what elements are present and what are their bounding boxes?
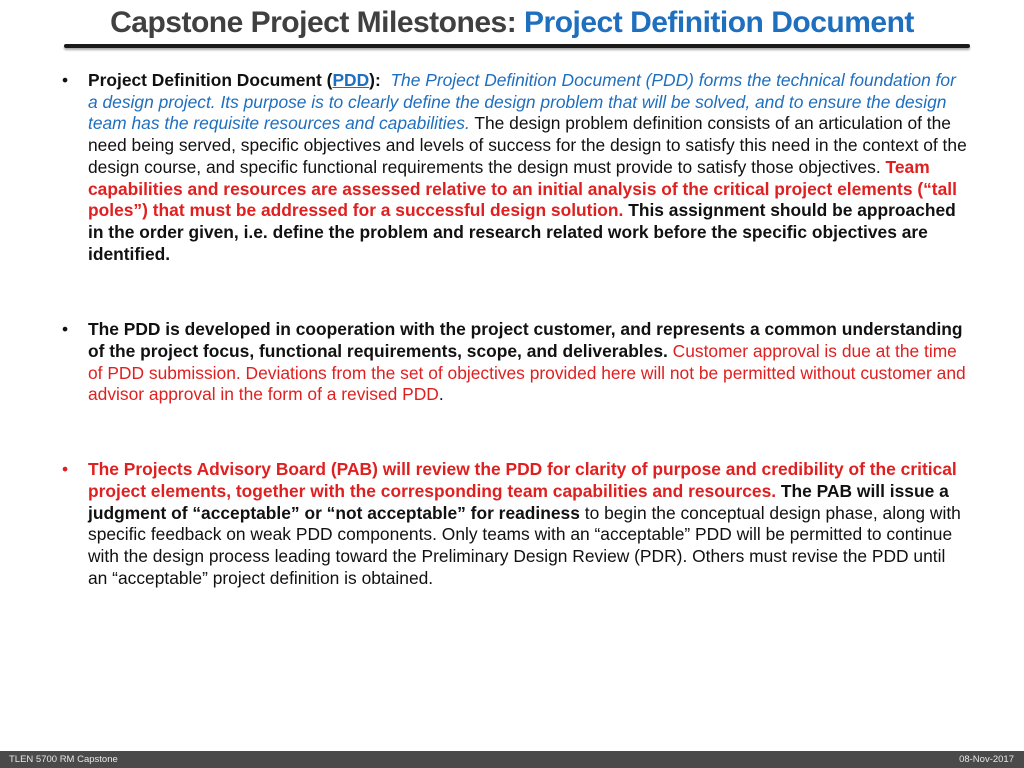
bullet-icon: • bbox=[61, 319, 69, 340]
pab-body-text: to begin the conceptual design phase, along with specific feedback on weak PDD components. Only teams with an “acceptable” PDD will be permitted to continue with the design process leading toward the Preliminary Design Review (PDR). Others must revise the PDD until an “acceptable” project definition is obtained. bbox=[88, 502, 961, 588]
footer-date: 08-Nov-2017 bbox=[959, 754, 1014, 765]
pdd-lead: Project Definition Document ( bbox=[88, 70, 333, 90]
pab-review-text: The Projects Advisory Board (PAB) will review the PDD for clarity of purpose and credibility of the critical project elements, together with the corresponding team capabilities and resources. bbox=[88, 459, 957, 501]
cooperation-text: The PDD is developed in cooperation with the project customer, and represents a common understanding of the project focus, functional requirements, scope, and deliverables. bbox=[88, 319, 963, 362]
pdd-intro: The Project Definition Document (PDD) forms the technical foundation for a design project. Its purpose is to clearly define the design problem that will be solved, and to ensure the design team has the requisite resources and capabilities. bbox=[88, 70, 956, 134]
slide-title bbox=[0, 6, 1024, 40]
approval-end: . bbox=[438, 384, 444, 405]
title-accent: Project Definition Document bbox=[524, 6, 914, 39]
pdd-lead-end: ): bbox=[369, 70, 381, 90]
footer-bar bbox=[0, 751, 1024, 768]
title-main: Capstone Project Milestones: bbox=[110, 6, 525, 39]
bullet-item-customer-cooperation bbox=[56, 319, 968, 406]
footer-course: TLEN 5700 RM Capstone bbox=[9, 754, 118, 765]
pdd-team-note: Team capabilities and resources are assessed relative to an initial analysis of the critical project elements (“tall poles”) that must be addressed for a successful design solution. bbox=[88, 156, 957, 221]
bullet-icon: • bbox=[61, 70, 69, 90]
pdd-body: The design problem definition consists of an articulation of the need being served, specific objectives and levels of success for the design to satisfy this need in the context of the design course, and specific functional requirements the design must provide to satisfy those objectives. bbox=[88, 113, 967, 177]
bullet-icon: • bbox=[61, 459, 69, 480]
pab-judgment-text: The PAB will issue a judgment of “acceptable” or “not acceptable” for readiness bbox=[88, 480, 949, 523]
bullet-list bbox=[56, 70, 968, 589]
approval-text: Customer approval is due at the time of PDD submission. Deviations from the set of objectives provided here will not be permitted without customer and advisor approval in the form of a revised PDD bbox=[88, 341, 966, 405]
title-underline bbox=[64, 44, 970, 48]
pdd-link[interactable]: PDD bbox=[332, 70, 370, 90]
bullet-item-pdd-definition bbox=[56, 70, 968, 265]
bullet-item-pab-review bbox=[56, 459, 968, 589]
pdd-order-note: This assignment should be approached in the order given, i.e. define the problem and research related work before the specific objectives are identified. bbox=[88, 200, 956, 264]
